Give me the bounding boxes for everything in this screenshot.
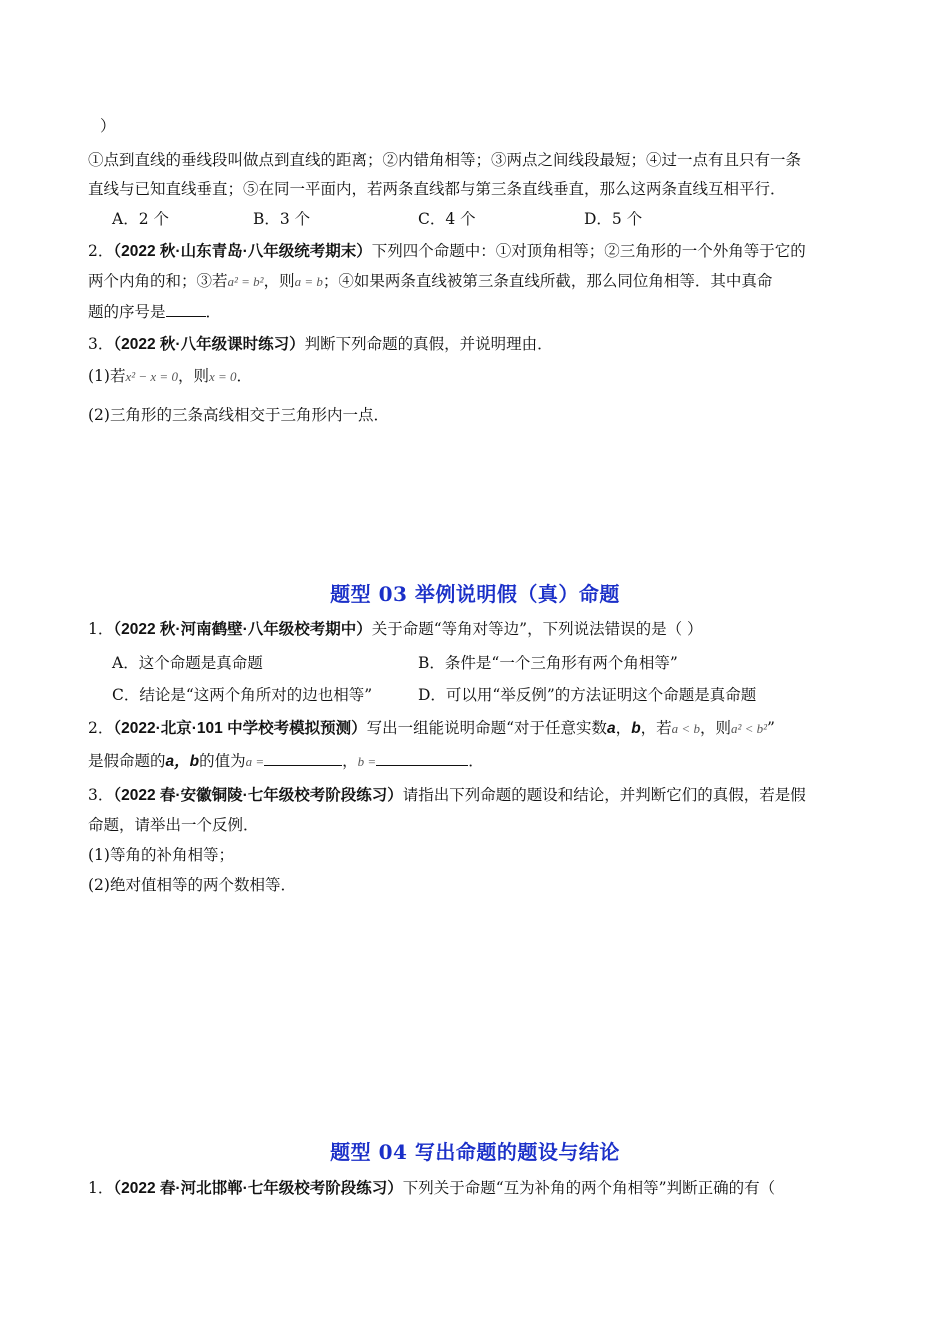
question-number: 2． — [88, 242, 114, 260]
math-expression: x = 0 — [208, 369, 237, 384]
answer-blank-b[interactable] — [376, 751, 468, 766]
question-number: 2． — [88, 719, 114, 737]
question-number: 1． — [88, 620, 114, 638]
question-source: （2022·北京·101 中学校考模拟预测） — [113, 720, 367, 737]
question-text: 的值为 — [199, 752, 246, 770]
question-source: （2022 秋·八年级课时练习） — [113, 336, 305, 353]
question-text: 关于命题“等角对等边”，下列说法错误的是（ ） — [371, 620, 703, 638]
question-number: 3． — [88, 786, 114, 804]
question-text: ． — [236, 367, 253, 385]
question-text: ． — [468, 752, 484, 770]
question-text: 两个内角的和；③若 — [88, 272, 228, 290]
question-text: ，则 — [177, 367, 209, 385]
question-2-line-1 — [88, 241, 806, 262]
variable-b: b — [631, 720, 641, 737]
option-d: D．5 个 — [584, 210, 643, 228]
question-text: (1)若 — [88, 367, 126, 385]
question-number: 3． — [88, 335, 114, 353]
s3-question-3-part-2: (2)绝对值相等的两个数相等． — [88, 876, 296, 894]
question-text: ；④如果两条直线被第三条直线所截，那么同位角相等．其中真命 — [322, 272, 773, 290]
question-3-line-1 — [88, 334, 553, 355]
question-2-line-3 — [88, 302, 221, 322]
question-3-part-1 — [88, 366, 252, 387]
math-expression: b = — [357, 754, 377, 769]
s3-option-d: D．可以用“举反例”的方法证明这个命题是真命题 — [418, 686, 757, 704]
math-expression: a < b — [671, 721, 700, 736]
s3-question-1 — [88, 619, 703, 640]
answer-blank-a[interactable] — [264, 751, 342, 766]
question-text: 下列四个命题中：①对顶角相等；②三角形的一个外角等于它的 — [371, 242, 806, 260]
s4-question-1 — [88, 1178, 775, 1199]
question-source: （2022 秋·山东青岛·八年级统考期末） — [113, 243, 372, 260]
section-03-title: 题型 03 举例说明假（真）命题 — [330, 582, 620, 606]
math-expression: a = b — [294, 274, 323, 289]
question-text: ． — [205, 303, 222, 321]
option-a: A．2 个 — [112, 210, 169, 228]
s3-question-3-line-2: 命题，请举出一个反例． — [88, 816, 259, 834]
question-text: ， — [342, 752, 358, 770]
question-2-line-2 — [88, 271, 772, 292]
question-text: 写出一组能说明命题“对于任意实数 — [366, 719, 608, 737]
s3-question-2-line-2 — [88, 751, 484, 772]
section-04-title: 题型 04 写出命题的题设与结论 — [330, 1140, 620, 1164]
statements-line-1: ①点到直线的垂线段叫做点到直线的距离；②内错角相等；③两点之间线段最短；④过一点有且只有一条 — [88, 151, 802, 169]
question-text: ” — [767, 719, 775, 737]
math-expression: a² < b² — [730, 721, 768, 736]
math-expression: a = — [245, 754, 265, 769]
question-text: ，则 — [699, 719, 731, 737]
s3-option-a: A．这个命题是真命题 — [112, 654, 263, 672]
s3-option-c: C．结论是“这两个角所对的边也相等” — [112, 686, 373, 704]
question-text: ，若 — [640, 719, 672, 737]
variable-a: a — [607, 720, 616, 737]
question-text: ，则 — [263, 272, 295, 290]
question-number: 1． — [88, 1179, 114, 1197]
variables: a，b — [165, 753, 200, 770]
question-text: 判断下列命题的真假，并说明理由． — [304, 335, 553, 353]
s3-option-b: B．条件是“一个三角形有两个角相等” — [418, 654, 678, 672]
question-source: （2022 春·安徽铜陵·七年级校考阶段练习） — [113, 787, 403, 804]
question-text: ， — [615, 719, 632, 737]
option-c: C．4 个 — [418, 210, 476, 228]
paren-close: ） — [100, 117, 116, 135]
math-expression: x² − x = 0 — [125, 369, 178, 384]
answer-blank[interactable] — [166, 302, 206, 317]
s3-question-3-line-1 — [88, 785, 806, 806]
question-text: 是假命题的 — [88, 752, 166, 770]
question-3-part-2: (2)三角形的三条高线相交于三角形内一点． — [88, 406, 389, 424]
question-source: （2022 春·河北邯郸·七年级校考阶段练习） — [113, 1180, 403, 1197]
s3-question-2-line-1 — [88, 718, 775, 739]
statements-line-2: 直线与已知直线垂直；⑤在同一平面内，若两条直线都与第三条直线垂直，那么这两条直线互相平行． — [88, 180, 786, 198]
question-text: 请指出下列命题的题设和结论，并判断它们的真假，若是假 — [402, 786, 806, 804]
option-b: B．3 个 — [253, 210, 311, 228]
question-text: 下列关于命题“互为补角的两个角相等”判断正确的有（ — [402, 1179, 776, 1197]
math-expression: a² = b² — [227, 274, 264, 289]
question-text: 题的序号是 — [88, 303, 166, 321]
s3-question-3-part-1: (1)等角的补角相等； — [88, 846, 234, 864]
question-source: （2022 秋·河南鹤壁·八年级校考期中） — [113, 621, 372, 638]
